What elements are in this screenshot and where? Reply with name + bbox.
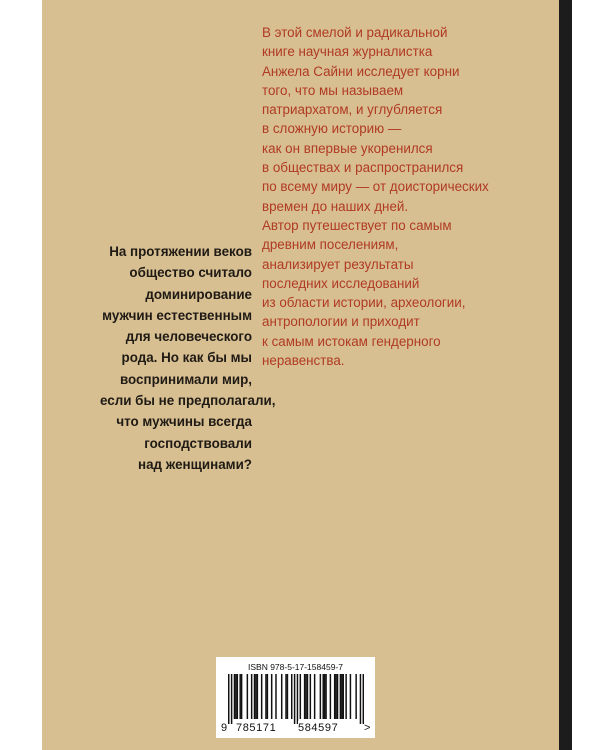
ean-first-digit: 9 — [221, 722, 228, 734]
quote-line: над женщинами? — [138, 456, 252, 472]
barcode-bar — [237, 674, 238, 719]
barcode-bar — [360, 674, 361, 724]
quote-line: для человеческого — [125, 329, 252, 345]
barcode-bar — [247, 674, 248, 719]
barcode-bar — [271, 674, 272, 719]
barcode-bar — [322, 674, 323, 719]
barcode-bar — [265, 674, 266, 719]
description-line: времен до наших дней. — [262, 198, 409, 214]
description-line: как он впервые укоренился — [262, 140, 433, 156]
barcode-bar — [340, 674, 341, 719]
barcode-bar — [363, 674, 364, 724]
barcode-bar — [234, 674, 235, 719]
description-line: того, что мы называем — [262, 82, 404, 98]
description-line: древним поселениям, — [262, 237, 399, 253]
barcode-bar — [343, 674, 344, 719]
description-line: из области истории, археологии, — [262, 295, 466, 311]
description-line: Автор путешествует по самым — [262, 217, 452, 233]
quote-line: доминирование — [145, 286, 252, 302]
description-line: в сложную историю — — [262, 121, 402, 137]
barcode-bar — [304, 674, 305, 719]
barcode-bar — [320, 674, 321, 719]
barcode-bar — [267, 674, 268, 719]
quote-line: воспринимали мир, — [120, 371, 252, 387]
description-line: по всему миру — от доисторических — [262, 179, 489, 195]
barcode-bar — [297, 674, 298, 724]
barcode-bar — [345, 674, 346, 719]
barcode-bar — [254, 674, 255, 719]
quote-line: что мужчины всегда — [116, 414, 252, 430]
barcode-bar — [355, 674, 356, 719]
description-line: к самым истокам гендерного — [262, 333, 441, 349]
barcode-bar — [291, 674, 292, 719]
ean-left-group: 785171 — [236, 722, 277, 734]
description-line: неравенства. — [262, 353, 345, 369]
ean-digits — [216, 721, 375, 735]
pull-quote — [100, 241, 276, 475]
isbn-number: ISBN 978-5-17-158459-7 — [248, 662, 343, 672]
description-line: антропологии и приходит — [262, 314, 420, 330]
barcode-bar — [341, 674, 342, 719]
quote-line: рода. Но как бы мы — [121, 350, 252, 366]
barcode-bar — [334, 674, 335, 719]
barcode-bar — [251, 674, 252, 719]
barcode-bar — [241, 674, 242, 719]
barcode-bar — [310, 674, 311, 719]
quote-line: господствовали — [144, 435, 252, 451]
barcode-bar — [287, 674, 288, 719]
barcode-bar — [281, 674, 282, 719]
description-line: последних исследований — [262, 275, 420, 291]
ean-right-group: 584597 — [298, 722, 339, 734]
barcode-bar — [307, 674, 308, 719]
barcode-bar — [314, 674, 315, 719]
barcode-bar — [330, 674, 331, 719]
barcode-bar — [261, 674, 262, 719]
quote-line: мужчин естественным — [102, 307, 252, 323]
description-line: патриархатом, и углубляется — [262, 102, 443, 118]
description-line: книге научная журналистка — [262, 44, 433, 60]
description-line: анализирует результаты — [262, 256, 414, 272]
ean-quiet-zone-mark: > — [364, 722, 371, 734]
barcode-bar — [305, 674, 306, 719]
quote-line: общество считало — [129, 265, 252, 281]
quote-line: На протяжении веков — [109, 244, 252, 259]
quote-line: если бы не предполагали, — [100, 393, 276, 409]
barcode-bar — [337, 674, 338, 719]
barcode-bar — [255, 674, 256, 719]
description-line: в обществах и распространился — [262, 160, 464, 176]
description-line: В этой смелой и радикальной — [262, 25, 448, 40]
barcode-bar — [325, 674, 326, 719]
barcode-bar — [324, 674, 325, 719]
barcode-bar — [239, 674, 240, 719]
barcode-bar — [300, 674, 301, 719]
cover-edge-shadow — [559, 0, 572, 750]
barcode-bar — [294, 674, 295, 724]
barcode-bar — [275, 674, 276, 719]
barcode-bar — [257, 674, 258, 719]
book-description — [262, 23, 552, 370]
barcode-bar — [350, 674, 351, 719]
barcode-bar — [228, 674, 229, 724]
barcode-panel — [216, 657, 375, 738]
description-line: Анжела Сайни исследует корни — [262, 63, 460, 79]
barcode-icon — [228, 674, 364, 724]
barcode-bar — [285, 674, 286, 719]
barcode-bar — [231, 674, 232, 724]
barcode-bar — [235, 674, 236, 719]
barcode-bar — [335, 674, 336, 719]
